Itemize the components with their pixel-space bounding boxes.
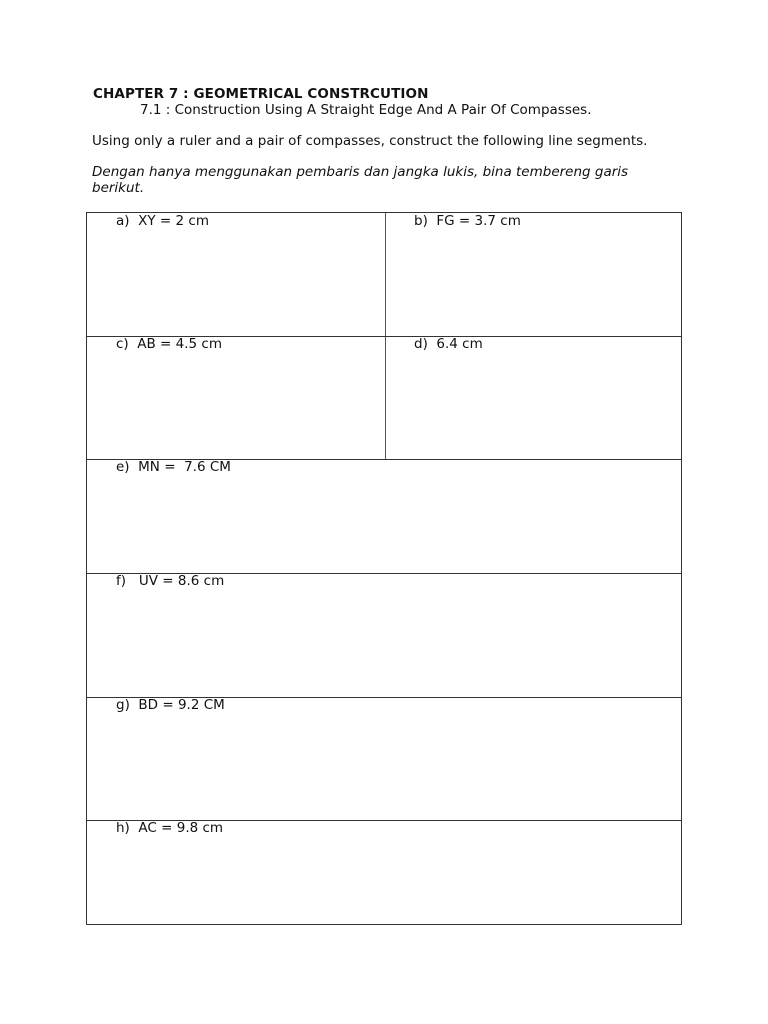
answer-cell-f[interactable] <box>87 573 683 697</box>
instruction-malay: Dengan hanya menggunakan pembaris dan jangka lukis, bina tembereng garis berikut. <box>92 164 629 196</box>
question-label-d: d) 6.4 cm <box>414 336 483 352</box>
answer-cell-d[interactable] <box>385 336 683 459</box>
question-label-a: a) XY = 2 cm <box>116 213 209 229</box>
answer-cell-e[interactable] <box>87 459 683 573</box>
question-label-c: c) AB = 4.5 cm <box>116 336 222 352</box>
question-label-b: b) FG = 3.7 cm <box>414 213 521 229</box>
answer-cell-b[interactable] <box>385 213 683 336</box>
question-label-f: f) UV = 8.6 cm <box>116 573 225 589</box>
answer-cell-h[interactable] <box>87 820 683 924</box>
answer-cell-a[interactable] <box>87 213 385 336</box>
question-label-e: e) MN = 7.6 CM <box>116 459 231 475</box>
question-label-g: g) BD = 9.2 CM <box>116 697 225 713</box>
instruction-english: Using only a ruler and a pair of compasses, construct the following line segments. <box>92 133 648 149</box>
question-label-h: h) AC = 9.8 cm <box>116 820 224 836</box>
answer-grid <box>86 212 682 925</box>
answer-cell-c[interactable] <box>87 336 385 459</box>
section-subtitle: 7.1 : Construction Using A Straight Edge And A Pair Of Compasses. <box>140 102 592 118</box>
chapter-title: CHAPTER 7 : GEOMETRICAL CONSTRCUTION <box>93 86 429 102</box>
answer-cell-g[interactable] <box>87 697 683 820</box>
